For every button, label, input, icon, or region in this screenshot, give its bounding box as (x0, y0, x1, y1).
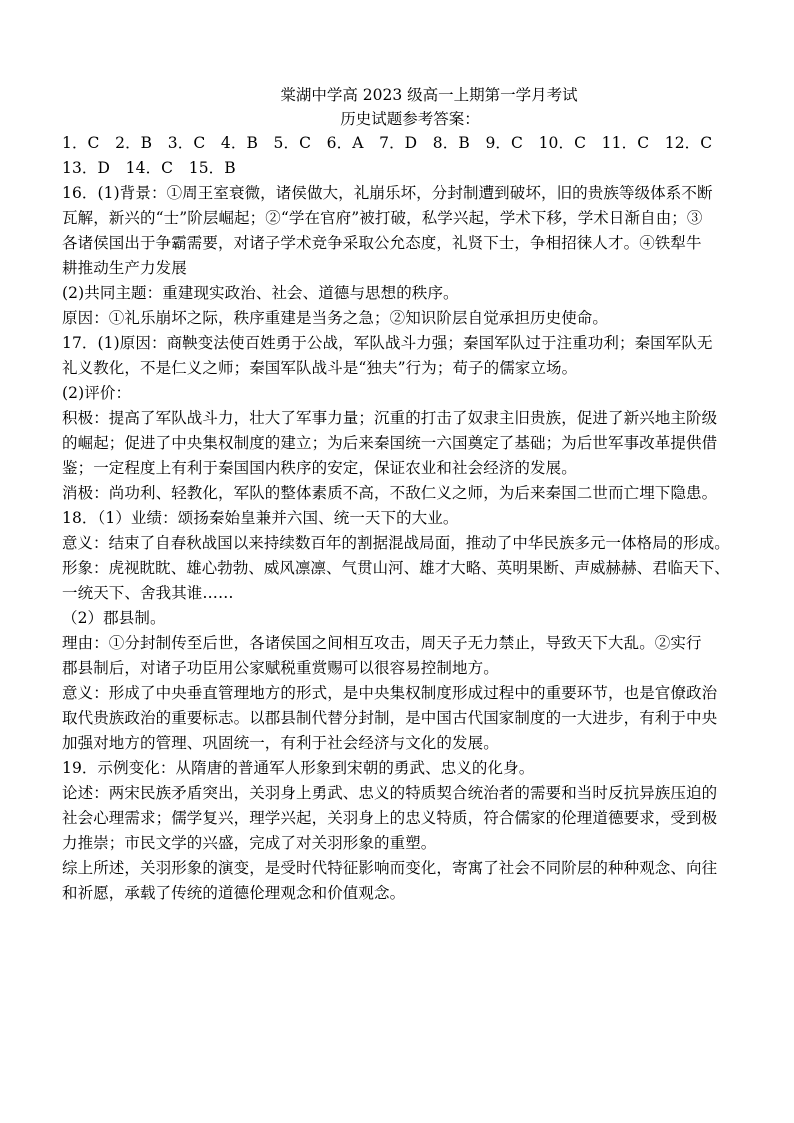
answer-line-17-6: 鉴；一定程度上有利于秦国国内秩序的安定，保证农业和社会经济的发展。 (62, 459, 577, 477)
answer-line-16-4: 耕推动生产力发展 (62, 259, 187, 277)
answer-line-19-5: 综上所述，关羽形象的演变，是受时代特征影响而变化，寄寓了社会不同阶层的种种观念、向往 (62, 859, 718, 877)
answer-line-mc-2: 13．D 14．C 15．B (62, 159, 236, 177)
answer-line-19-4: 力推崇；市民文学的兴盛，完成了对关羽形象的重塑。 (62, 834, 437, 852)
answer-line-18-10: 加强对地方的管理、巩固统一，有利于社会经济与文化的发展。 (62, 734, 499, 752)
document-subtitle: 历史试题参考答案： (340, 110, 480, 128)
answer-line-17-7: 消极：尚功利、轻教化，军队的整体素质不高，不敌仁义之师，为后来秦国二世而亡埋下隐患。 (62, 484, 718, 502)
answer-line-19-1: 19．示例变化：从隋唐的普通军人形象到宋朝的勇武、忠义的化身。 (62, 759, 535, 777)
answer-line-19-2: 论述：两宋民族矛盾突出，关羽身上勇武、忠义的特质契合统治者的需要和当时反抗异族压迫的 (62, 784, 718, 802)
answer-line-17-5: 的崛起；促进了中央集权制度的建立；为后来秦国统一六国奠定了基础；为后世军事改革提供借 (62, 434, 718, 452)
answer-line-18-2: 意义：结束了自春秋战国以来持续数百年的割据混战局面，推动了中华民族多元一体格局的形成。 (62, 534, 730, 552)
answer-line-17-2: 礼义教化，不是仁义之师；秦国军队战斗是“独夫”行为；荀子的儒家立场。 (62, 359, 578, 377)
answer-line-18-9: 取代贵族政治的重要标志。以郡县制代替分封制，是中国古代国家制度的一大进步，有利于中央 (62, 709, 718, 727)
answer-sheet (62, 83, 730, 906)
answer-body (62, 131, 730, 906)
answer-line-16-2: 瓦解，新兴的“士”阶层崛起；②“学在官府”被打破，私学兴起，学术下移，学术日渐自由；③ (62, 209, 703, 227)
answer-line-18-1: 18．（1）业绩：颂扬秦始皇兼并六国、统一天下的大业。 (62, 509, 459, 527)
answer-line-19-3: 社会心理需求；儒学复兴，理学兴起，关羽身上的忠义特质，符合儒家的伦理道德要求，受到极 (62, 809, 718, 827)
answer-line-18-4: 一统天下、舍我其谁…… (62, 584, 234, 602)
answer-line-16-6: 原因：①礼乐崩坏之际，秩序重建是当务之急；②知识阶层自觉承担历史使命。 (62, 309, 609, 327)
answer-line-17-1: 17．(1)原因：商鞅变法使百姓勇于公战，军队战斗力强；秦国军队过于注重功利；秦国军队无 (62, 334, 713, 352)
answer-line-18-3: 形象：虎视眈眈、雄心勃勃、威风凛凛、气贯山河、雄才大略、英明果断、声威赫赫、君临天下、 (62, 559, 730, 577)
answer-line-18-7: 郡县制后，对诸子功臣用公家赋税重赏赐可以很容易控制地方。 (62, 659, 499, 677)
answer-line-18-8: 意义：形成了中央垂直管理地方的形式，是中央集权制度形成过程中的重要环节，也是官僚政治 (62, 684, 718, 702)
answer-line-16-5: (2)共同主题：重建现实政治、社会、道德与思想的秩序。 (62, 284, 459, 302)
answer-line-17-4: 积极：提高了军队战斗力，壮大了军事力量；沉重的打击了奴隶主旧贵族，促进了新兴地主阶级 (62, 409, 718, 427)
answer-line-19-6: 和祈愿，承载了传统的道德伦理观念和价值观念。 (62, 884, 406, 902)
answer-line-18-6: 理由：①分封制传至后世，各诸侯国之间相互攻击，周天子无力禁止，导致天下大乱。②实行 (62, 634, 702, 652)
answer-line-16-3: 各诸侯国出于争霸需要，对诸子学术竞争采取公允态度，礼贤下士，争相招徕人才。④铁犁牛 (62, 234, 702, 252)
answer-line-18-5: （2）郡县制。 (62, 609, 166, 627)
answer-line-16-1: 16．(1)背景：①周王室衰微，诸侯做大，礼崩乐坏，分封制遭到破坏，旧的贵族等级体系不断 (62, 184, 713, 202)
document-title: 棠湖中学高 2023 级高一上期第一学月考试 (280, 86, 578, 104)
answer-line-17-3: (2)评价： (62, 384, 132, 402)
answer-line-mc-1: 1．C 2．B 3．C 4．B 5．C 6．A 7．D 8．B 9．C 10．C 11．C 12．C (62, 134, 713, 152)
